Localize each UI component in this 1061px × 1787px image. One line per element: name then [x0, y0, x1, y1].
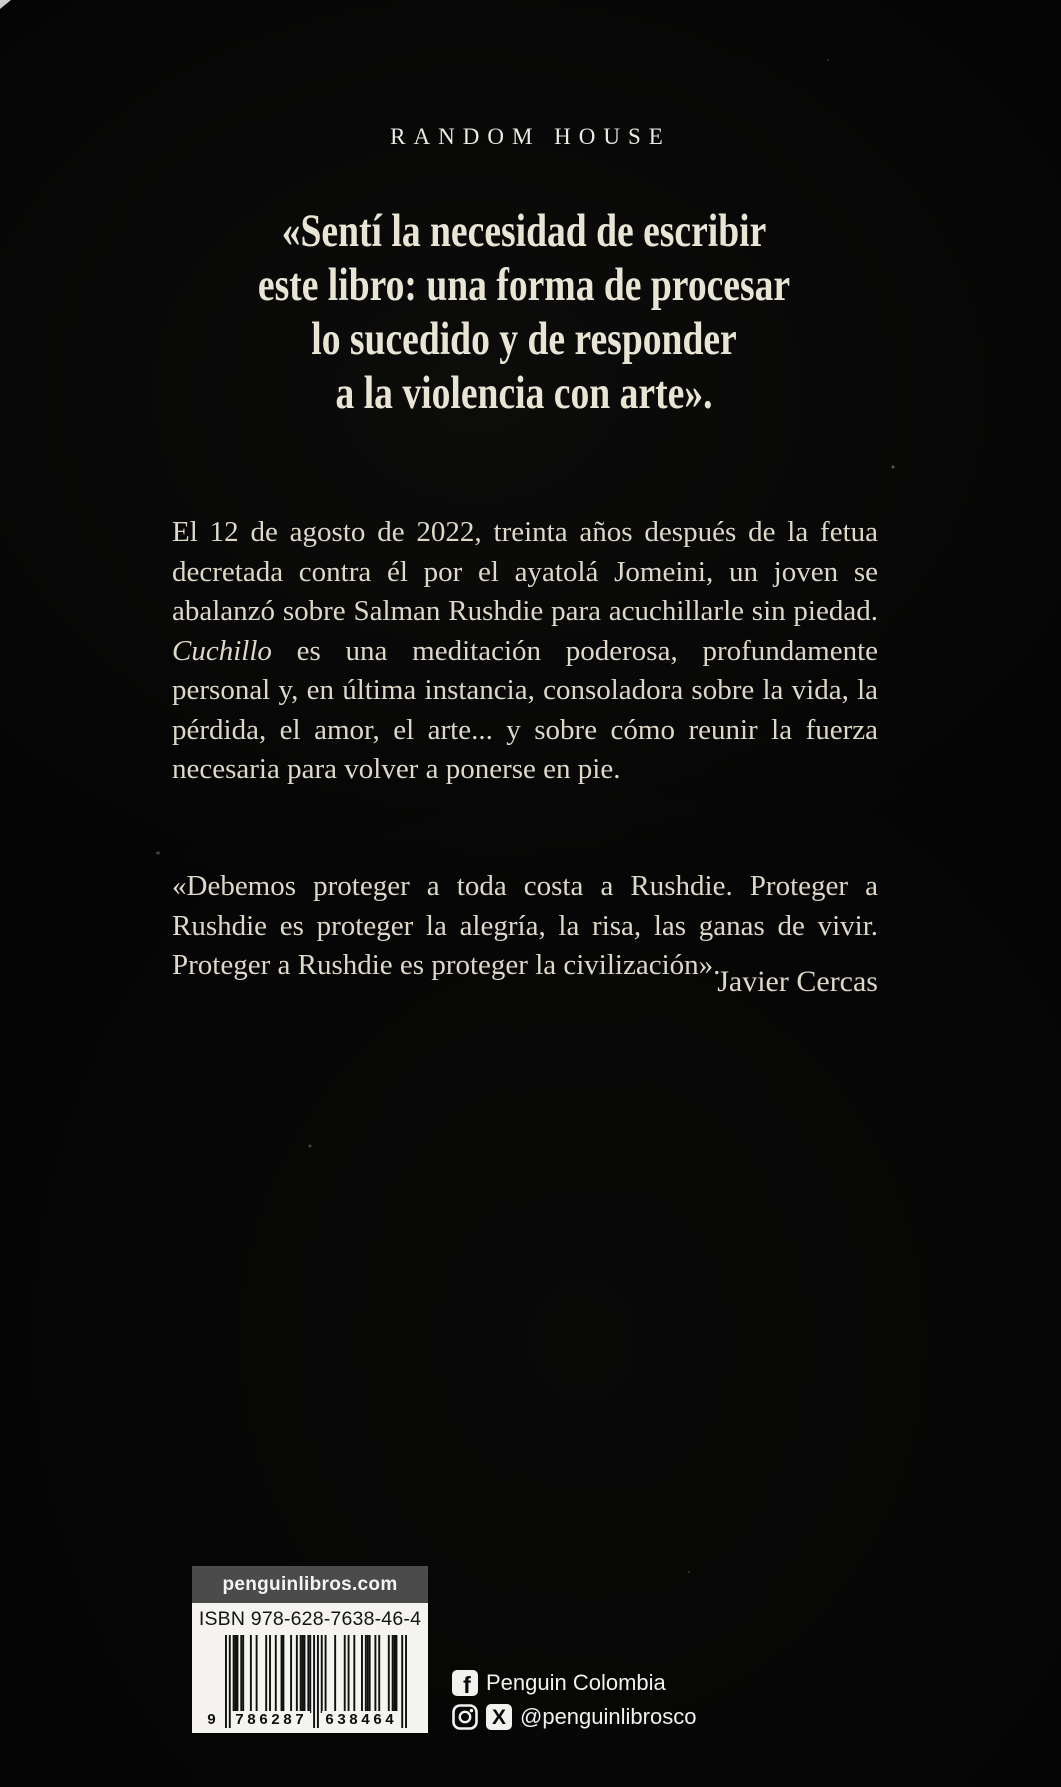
synopsis-text: es una meditación poderosa, profundamente personal y, en última instancia, consoladora sobre la vida, la pérdida, el amor, el arte... y sobre cómo reunir la fuerza necesaria para volver a ponerse en pie. [172, 634, 878, 785]
cover-quote-line: este libro: una forma de procesar [257, 259, 791, 311]
social-row-facebook [452, 1669, 696, 1697]
x-icon: X [486, 1704, 512, 1730]
barcode-digit-group: 638464 [322, 1711, 400, 1730]
website-url: penguinlibros.com [222, 1573, 398, 1595]
instagram-icon [452, 1704, 478, 1730]
ean13-barcode [207, 1635, 407, 1730]
cover-quote-line: «Sentí la necesidad de escribir [281, 205, 767, 257]
endorsement-attribution: Javier Cercas [717, 965, 878, 998]
social-media-block [452, 1669, 696, 1731]
website-banner [192, 1566, 428, 1603]
instagram-x-handle: @penguinlibrosco [520, 1704, 697, 1729]
cover-quote-line: a la violencia con arte». [335, 367, 713, 419]
isbn-number: ISBN 978-628-7638-46-4 [198, 1608, 422, 1630]
cover-quote [241, 204, 807, 420]
synopsis-paragraph [172, 513, 878, 790]
barcode-digit-group: 786287 [232, 1711, 310, 1730]
synopsis-text: El 12 de agosto de 2022, treinta años después de la fetua decretada contra él por el ayatolá Jomeini, un joven se abalanzó sobre Salman Rushdie para acuchillarle sin piedad. [172, 516, 878, 627]
publisher-imprint: RANDOM HOUSE [390, 124, 671, 149]
cover-quote-line: lo sucedido y de responder [311, 313, 737, 365]
barcode-digit-group: 9 [207, 1712, 220, 1729]
facebook-handle: Penguin Colombia [486, 1670, 666, 1695]
book-title-italic: Cuchillo [172, 634, 272, 667]
scan-corner-artifact [0, 0, 11, 9]
isbn-barcode-panel [192, 1603, 428, 1733]
social-row-instagram-x [452, 1703, 696, 1731]
endorsement-quote: «Debemos proteger a toda costa a Rushdie. Proteger a Rushdie es proteger la alegría, la risa, las ganas de vivir. Proteger a Rushdie es proteger la civilización». [172, 870, 878, 981]
facebook-icon: f [452, 1670, 478, 1696]
